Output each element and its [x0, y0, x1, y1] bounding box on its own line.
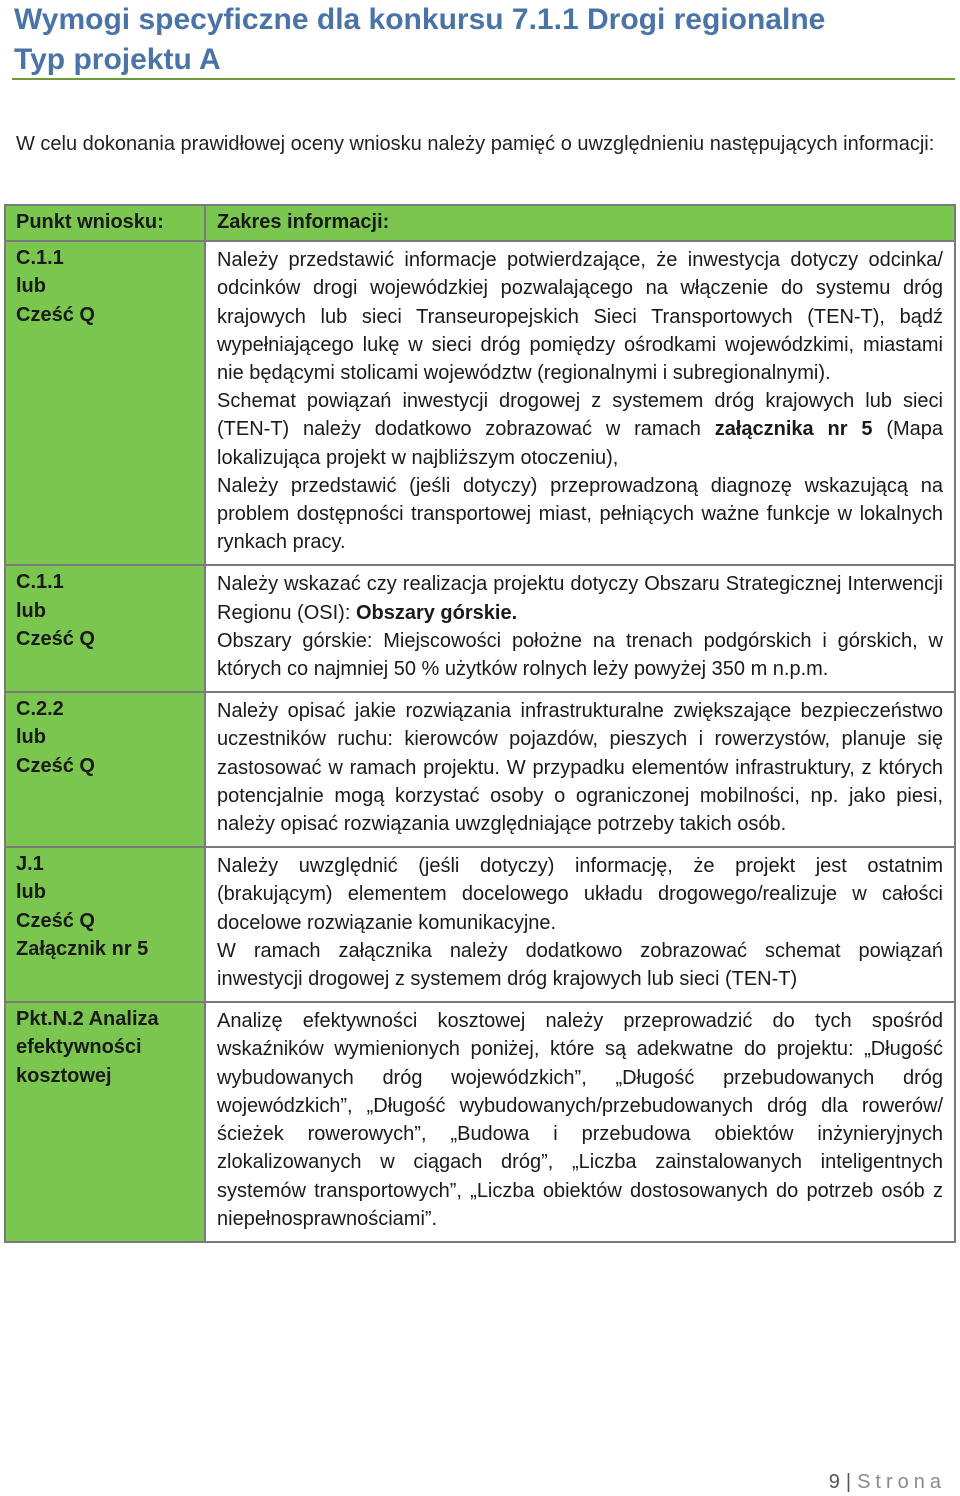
paragraph: W ramach załącznika należy dodatkowo zobrazować schemat powiązań inwestycji drogowej z systemem dróg krajowych lub sieci (TEN-T) — [217, 939, 943, 991]
table-row — [5, 1002, 955, 1242]
paragraph: Analizę efektywności kosztowej należy przeprowadzić do tych spośród wskaźników wymienionych poniżej, które są adekwatne do projektu: „Długość wybudowanych dróg wojewódzkich”, „Długość przebudowanych dróg wojewódzkich”, „Długość wybudowanych/przebudowanych dróg dla rowerów/ ścieżek rowerowych”, „Budowa i przebudowa obiektów inżynieryjnych zlokalizowanych w ciągach dróg”, „Liczba zainstalowanych inteligentnych systemów transportowych”, „Liczba obiektów dostosowanych do potrzeb osób z niepełnosprawnościami”. — [217, 1010, 943, 1230]
row-content-cell — [205, 692, 955, 847]
paragraph-text: Należy wskazać czy realizacja projektu dotyczy Obszaru Strategicznej Interwencji Regionu (OSI): — [217, 573, 943, 624]
paragraph-text: Schemat powiązań inwestycji drogowej z systemem dróg krajowych lub sieci (TEN-T) należy dodatkowo zobrazować w ramach — [217, 390, 943, 441]
footer-separator: | — [845, 1471, 852, 1493]
ref-or: lub — [16, 275, 46, 298]
ref-code: Pkt.N.2 Analiza efektywności kosztowej — [16, 1008, 159, 1087]
row-ref-cell — [5, 847, 205, 1002]
row-ref-cell — [5, 1002, 205, 1242]
row-content-cell — [205, 847, 955, 1002]
ref-part: Cześć Q — [16, 909, 95, 932]
paragraph — [217, 570, 943, 626]
page-title — [14, 0, 954, 80]
table-row — [5, 565, 955, 692]
requirements-table — [4, 204, 956, 1243]
row-content-cell — [205, 1002, 955, 1242]
row-ref-cell — [5, 565, 205, 692]
ref-code: C.1.1 — [16, 247, 64, 270]
page-title-line-1: Wymogi specyficzne dla konkursu 7.1.1 Drogi regionalne — [14, 3, 826, 36]
row-ref-cell — [5, 241, 205, 565]
page-footer — [829, 1468, 946, 1496]
row-content-cell — [205, 241, 955, 565]
ref-code: J.1 — [16, 853, 44, 876]
paragraph: Obszary górskie: Miejscowości położne na trenach podgórskich i górskich, w których co najmniej 50 % użytków rolnych leży powyżej 350 m n.p.m. — [217, 629, 943, 681]
title-divider — [12, 78, 955, 80]
ref-code: C.2.2 — [16, 698, 64, 721]
ref-part: Cześć Q — [16, 754, 95, 777]
intro-text: W celu dokonania prawidłowej oceny wniosku należy pamięć o uwzględnieniu następujących informacji: — [16, 133, 935, 155]
paragraph: Należy przedstawić informacje potwierdzające, że inwestycja dotyczy odcinka/ odcinków drogi wojewódzkiej pozwalającego na włączenie do systemu dróg krajowych lub sieci Transeuropejskich Sieci Transportowych (TEN-T), bądź wypełniającego lukę w sieci dróg pomiędzy ośrodkami wojewódzkimi, miastami nie będącymi stolicami województw (regionalnymi i subregionalnymi). — [217, 249, 943, 385]
paragraph: Należy przedstawić (jeśli dotyczy) przeprowadzoną diagnozę wskazującą na problem dostępności transportowej miast, pełniących ważne funkcje w lokalnych rynkach pracy. — [217, 474, 943, 554]
table-row — [5, 692, 955, 847]
paragraph: Należy opisać jakie rozwiązania infrastrukturalne zwiększające bezpieczeństwo uczestników ruchu: kierowców pojazdów, pieszych i rowerzystów, planuje się zastosować w ramach projektu. W przypadku elementów infrastruktury, z których potencjalnie mogą korzystać osoby o ograniczonej mobilności, np. jako piesi, należy opisać rozwiązania uwzględniające potrzeby takich osób. — [217, 700, 943, 836]
row-ref-cell — [5, 692, 205, 847]
table-header-row — [5, 205, 955, 241]
ref-or: lub — [16, 726, 46, 749]
paragraph-text: (Mapa lokalizująca projekt w najbliższym otoczeniu), — [217, 418, 944, 469]
ref-attachment: Załącznik nr 5 — [16, 937, 149, 960]
ref-part: Cześć Q — [16, 627, 95, 650]
footer-label: Strona — [857, 1471, 946, 1493]
attachment-ref: załącznika nr 5 — [714, 418, 873, 441]
table-row — [5, 847, 955, 1002]
page-number: 9 — [828, 1471, 840, 1493]
ref-or: lub — [16, 599, 46, 622]
table-row — [5, 241, 955, 565]
row-content-cell — [205, 565, 955, 692]
paragraph: Należy uwzględnić (jeśli dotyczy) informację, że projekt jest ostatnim (brakującym) elementem docelowego układu drogowego/realizuje w całości docelowe rozwiązanie komunikacyjne. — [217, 855, 943, 934]
page-title-line-2: Typ projektu A — [14, 43, 221, 76]
ref-or: lub — [16, 881, 46, 904]
paragraph — [217, 387, 943, 472]
ref-code: C.1.1 — [16, 571, 64, 594]
header-point: Punkt wniosku: — [5, 205, 205, 241]
osi-name: Obszary górskie. — [355, 601, 518, 624]
ref-part: Cześć Q — [16, 303, 95, 326]
header-scope: Zakres informacji: — [205, 205, 955, 241]
